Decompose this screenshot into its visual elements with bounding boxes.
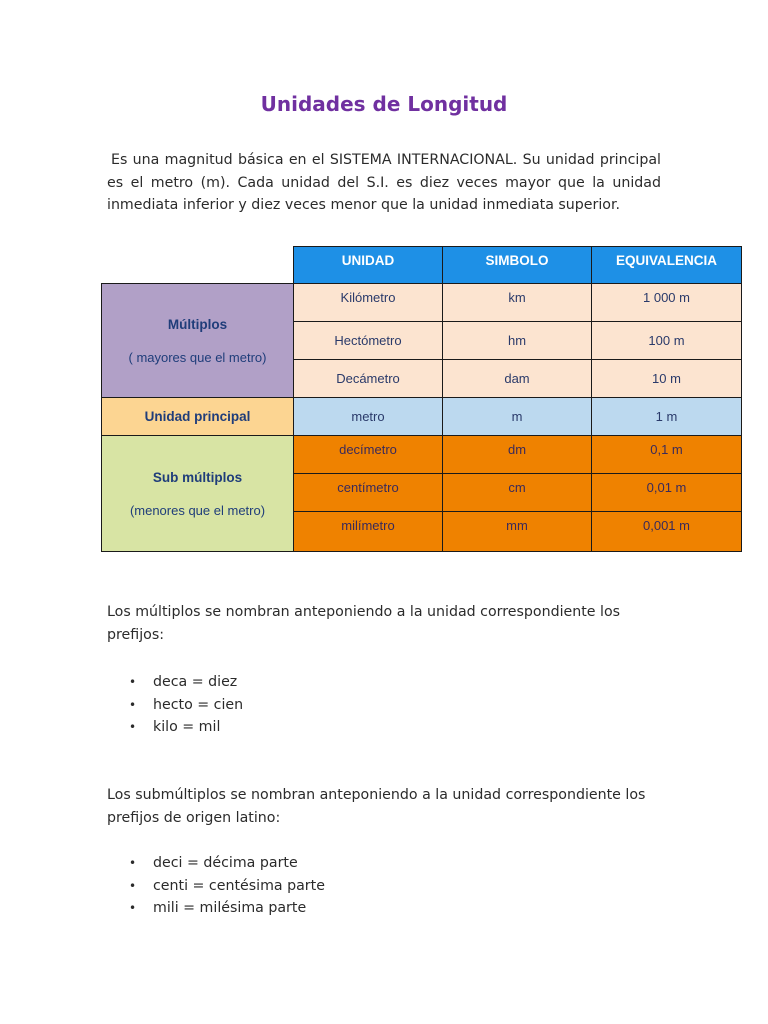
multiplos-prefix-list: [129, 671, 243, 739]
bullet-icon: •: [129, 675, 137, 689]
cell-equiv: 0,01 m: [591, 473, 742, 512]
units-table: [101, 246, 742, 552]
bullet-icon: •: [129, 697, 137, 712]
group-multiplos-subtitle: ( mayores que el metro): [128, 349, 267, 365]
cell-symbol: km: [442, 283, 592, 322]
page-title: Unidades de Longitud: [260, 92, 508, 116]
header-simbolo: SIMBOLO: [442, 246, 592, 284]
group-submultiplos-subtitle: (menores que el metro): [129, 502, 266, 518]
submultiplos-line-1: Los submúltiplos se nombran anteponiendo a la unidad correspondiente los: [107, 787, 646, 803]
cell-equiv: 1 000 m: [591, 283, 742, 322]
submultiplos-prefix-list: [129, 852, 325, 920]
list-item: [129, 671, 243, 694]
intro-line-1: Es una magnitud básica en el SISTEMA INTERNACIONAL. Su unidad principal: [111, 152, 661, 168]
bullet-icon: •: [129, 720, 137, 734]
prefix-text: deci = décima parte: [153, 855, 298, 871]
intro-line-2: es el metro (m). Cada unidad del S.I. es diez veces mayor que la unidad: [107, 174, 661, 191]
multiplos-line-1: Los múltiplos se nombran anteponiendo a la unidad correspondiente los: [107, 604, 621, 620]
intro-line-3: inmediata inferior y diez veces menor que la unidad inmediata superior.: [107, 197, 621, 213]
cell-symbol: dm: [442, 435, 592, 474]
list-item: [129, 875, 325, 898]
list-item: [129, 694, 243, 717]
cell-unit: centímetro: [293, 473, 443, 512]
prefix-text: centi = centésima parte: [153, 877, 325, 894]
group-multiplos-title: Múltiplos: [167, 316, 228, 332]
multiplos-paragraph: [107, 601, 667, 647]
group-principal: [101, 397, 294, 436]
cell-equiv: 10 m: [591, 359, 742, 398]
group-multiplos: [101, 283, 294, 398]
cell-equiv: 0,001 m: [591, 511, 742, 552]
cell-unit: milímetro: [293, 511, 443, 552]
cell-equiv: 0,1 m: [591, 435, 742, 474]
cell-unit: metro: [293, 397, 443, 436]
prefix-text: mili = milésima parte: [153, 900, 307, 916]
cell-symbol: hm: [442, 321, 592, 360]
cell-equiv: 100 m: [591, 321, 742, 360]
header-equivalencia: EQUIVALENCIA: [591, 246, 742, 284]
submultiplos-paragraph: [107, 784, 667, 830]
cell-equiv: 1 m: [591, 397, 742, 436]
cell-symbol: m: [442, 397, 592, 436]
bullet-icon: •: [129, 878, 137, 893]
prefix-text: hecto = cien: [153, 696, 244, 713]
list-item: [129, 897, 325, 920]
cell-symbol: mm: [442, 511, 592, 552]
list-item: [129, 716, 243, 739]
cell-symbol: cm: [442, 473, 592, 512]
group-submultiplos-title: Sub múltiplos: [152, 469, 243, 485]
group-principal-title: Unidad principal: [144, 409, 251, 424]
cell-unit: Kilómetro: [293, 283, 443, 322]
prefix-text: kilo = mil: [153, 719, 221, 735]
bullet-icon: •: [129, 901, 137, 915]
bullet-icon: •: [129, 856, 137, 870]
cell-unit: Decámetro: [293, 359, 443, 398]
prefix-text: deca = diez: [153, 674, 238, 690]
cell-symbol: dam: [442, 359, 592, 398]
header-unidad: UNIDAD: [293, 246, 443, 284]
submultiplos-line-2: prefijos de origen latino:: [107, 810, 281, 826]
multiplos-line-2: prefijos:: [107, 627, 164, 643]
intro-paragraph: [107, 149, 661, 217]
cell-unit: decímetro: [293, 435, 443, 474]
cell-unit: Hectómetro: [293, 321, 443, 360]
list-item: [129, 852, 325, 875]
group-submultiplos: [101, 435, 294, 552]
